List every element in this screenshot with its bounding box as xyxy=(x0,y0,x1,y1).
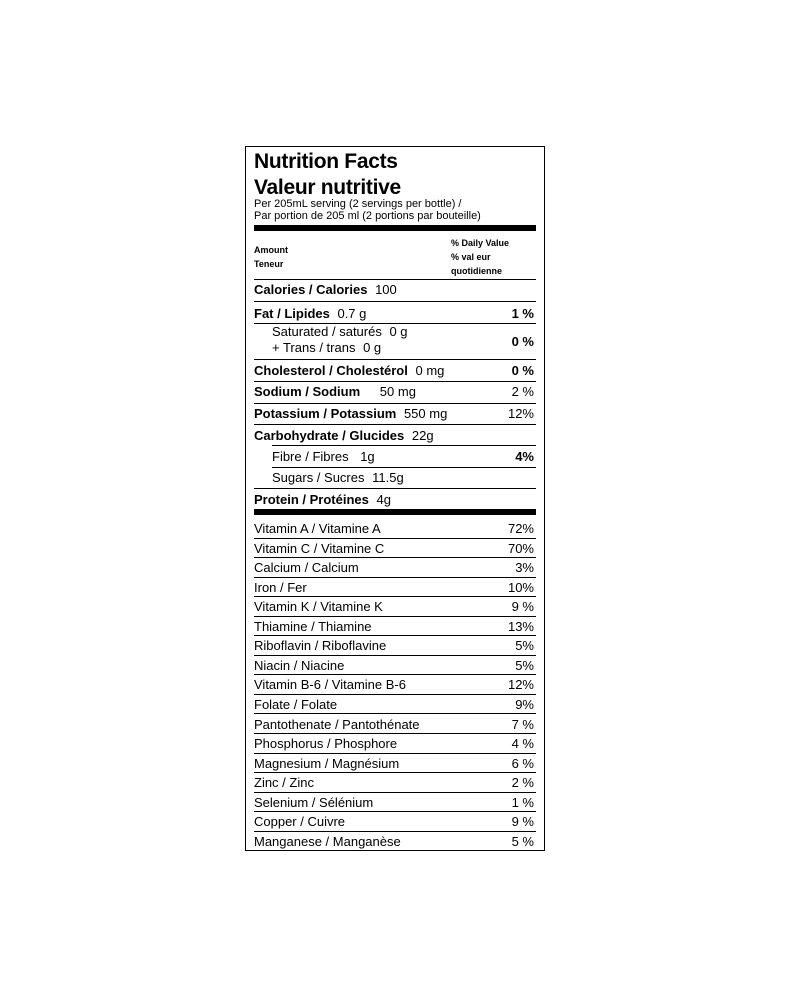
vitamin-row xyxy=(254,539,536,559)
vitamin-name: Folate / Folate xyxy=(254,696,338,712)
serving-size-french: Par portion de 205 ml (2 portions par bouteille) xyxy=(254,210,481,222)
vitamin-row xyxy=(254,715,536,735)
vitamin-daily-value: 72% xyxy=(507,521,534,536)
vitamin-daily-value: 12% xyxy=(507,677,534,693)
carbohydrate-label: Carbohydrate / Glucides xyxy=(254,428,405,443)
potassium-label: Potassium / Potassium xyxy=(254,406,397,421)
vitamin-name: Iron / Fer xyxy=(254,579,307,595)
sodium-daily-value: 2 % xyxy=(511,384,534,399)
vitamin-daily-value: 13% xyxy=(507,618,534,634)
sodium-row xyxy=(254,382,536,402)
calories-label: Calories / Calories xyxy=(254,282,368,297)
amount-header-english: Amount xyxy=(254,245,288,255)
saturated-amount: 0 g xyxy=(389,324,408,339)
carbohydrate-amount: 22g xyxy=(411,428,434,443)
vitamin-name: Vitamin A / Vitamine A xyxy=(254,521,381,536)
protein-row xyxy=(254,490,536,510)
fat-row xyxy=(254,304,536,324)
vitamin-row xyxy=(254,617,536,637)
amount-header-french: Teneur xyxy=(254,259,284,269)
vitamin-name: Vitamin C / Vitamine C xyxy=(254,540,385,556)
fibre-row xyxy=(254,447,536,467)
divider xyxy=(254,488,536,489)
cholesterol-daily-value: 0 % xyxy=(511,363,534,378)
vitamin-daily-value: 1 % xyxy=(511,794,534,810)
daily-value-header-line2: % val eur xyxy=(451,252,491,262)
potassium-row xyxy=(254,404,536,424)
daily-value-header-line3: quotidienne xyxy=(451,266,502,276)
vitamin-row xyxy=(254,597,536,617)
divider xyxy=(272,445,536,446)
vitamin-row xyxy=(254,636,536,656)
vitamin-name: Copper / Cuivre xyxy=(254,814,346,830)
fibre-amount: 1g xyxy=(360,449,375,464)
vitamin-row xyxy=(254,734,536,754)
cholesterol-row xyxy=(254,361,536,381)
saturated-trans-daily-value: 0 % xyxy=(511,334,534,349)
sugars-label: Sugars / Sucres xyxy=(272,470,365,485)
vitamin-daily-value: 2 % xyxy=(511,775,534,791)
protein-label: Protein / Protéines xyxy=(254,492,369,507)
vitamin-daily-value: 5 % xyxy=(511,833,534,849)
fat-daily-value: 1 % xyxy=(511,306,534,321)
protein-amount: 4g xyxy=(376,492,391,507)
vitamin-daily-value: 9 % xyxy=(511,814,534,830)
calories-amount: 100 xyxy=(375,282,397,297)
vitamin-row xyxy=(254,773,536,793)
vitamin-row xyxy=(254,656,536,676)
trans-amount: 0 g xyxy=(363,340,382,355)
vitamin-daily-value: 7 % xyxy=(511,716,534,732)
divider xyxy=(254,424,536,425)
divider xyxy=(254,359,536,360)
vitamin-row xyxy=(254,695,536,715)
saturated-label: Saturated / saturés xyxy=(272,324,382,339)
vitamin-name: Manganese / Manganèse xyxy=(254,833,401,849)
title-english: Nutrition Facts xyxy=(254,150,398,173)
vitamin-row xyxy=(254,578,536,598)
vitamin-daily-value: 3% xyxy=(515,560,534,576)
fibre-daily-value: 4% xyxy=(515,449,534,464)
carbohydrate-row xyxy=(254,426,536,446)
vitamin-name: Thiamine / Thiamine xyxy=(254,618,372,634)
vitamin-name: Niacin / Niacine xyxy=(254,657,345,673)
vitamin-daily-value: 5% xyxy=(515,657,534,673)
vitamin-row xyxy=(254,675,536,695)
vitamin-name: Calcium / Calcium xyxy=(254,560,359,576)
fat-label: Fat / Lipides xyxy=(254,306,330,321)
thick-divider xyxy=(254,509,536,515)
serving-size-english: Per 205mL serving (2 servings per bottle) / xyxy=(254,198,462,210)
vitamin-name: Vitamin B-6 / Vitamine B-6 xyxy=(254,677,406,693)
vitamin-daily-value: 9 % xyxy=(511,599,534,615)
vitamin-daily-value: 70% xyxy=(507,540,534,556)
nutrition-facts-label xyxy=(245,146,545,851)
potassium-amount: 550 mg xyxy=(403,406,448,421)
cholesterol-amount: 0 mg xyxy=(415,363,445,378)
fibre-label: Fibre / Fibres xyxy=(272,449,349,464)
vitamin-daily-value: 4 % xyxy=(511,736,534,752)
thick-divider xyxy=(254,225,536,231)
sodium-amount: 50 mg xyxy=(379,384,416,399)
label-body xyxy=(254,147,536,850)
vitamin-daily-value: 10% xyxy=(507,579,534,595)
fat-amount: 0.7 g xyxy=(337,306,367,321)
vitamin-row xyxy=(254,754,536,774)
trans-label: + Trans / trans xyxy=(272,340,356,355)
vitamin-name: Selenium / Sélénium xyxy=(254,794,374,810)
sodium-label: Sodium / Sodium xyxy=(254,384,361,399)
vitamin-row xyxy=(254,832,536,852)
vitamin-name: Zinc / Zinc xyxy=(254,775,314,791)
cholesterol-label: Cholesterol / Cholestérol xyxy=(254,363,408,378)
divider xyxy=(254,301,536,302)
vitamin-daily-value: 9% xyxy=(515,696,534,712)
saturated-trans-dv-cell xyxy=(476,332,536,352)
vitamin-name: Riboflavin / Riboflavine xyxy=(254,638,387,654)
vitamin-daily-value: 5% xyxy=(515,638,534,654)
vitamin-daily-value: 6 % xyxy=(511,755,534,771)
vitamin-row xyxy=(254,558,536,578)
sugars-row xyxy=(254,468,536,488)
vitamin-row xyxy=(254,812,536,832)
daily-value-header-line1: % Daily Value xyxy=(451,238,510,248)
vitamin-name: Vitamin K / Vitamine K xyxy=(254,599,383,615)
vitamin-name: Magnesium / Magnésium xyxy=(254,755,400,771)
title-french: Valeur nutritive xyxy=(254,176,401,199)
vitamin-name: Phosphorus / Phosphore xyxy=(254,736,398,752)
calories-row xyxy=(254,280,536,300)
sugars-amount: 11.5g xyxy=(372,470,404,485)
vitamin-name: Pantothenate / Pantothénate xyxy=(254,716,420,732)
vitamin-row xyxy=(254,519,536,539)
vitamin-row xyxy=(254,793,536,813)
potassium-daily-value: 12% xyxy=(507,406,534,421)
